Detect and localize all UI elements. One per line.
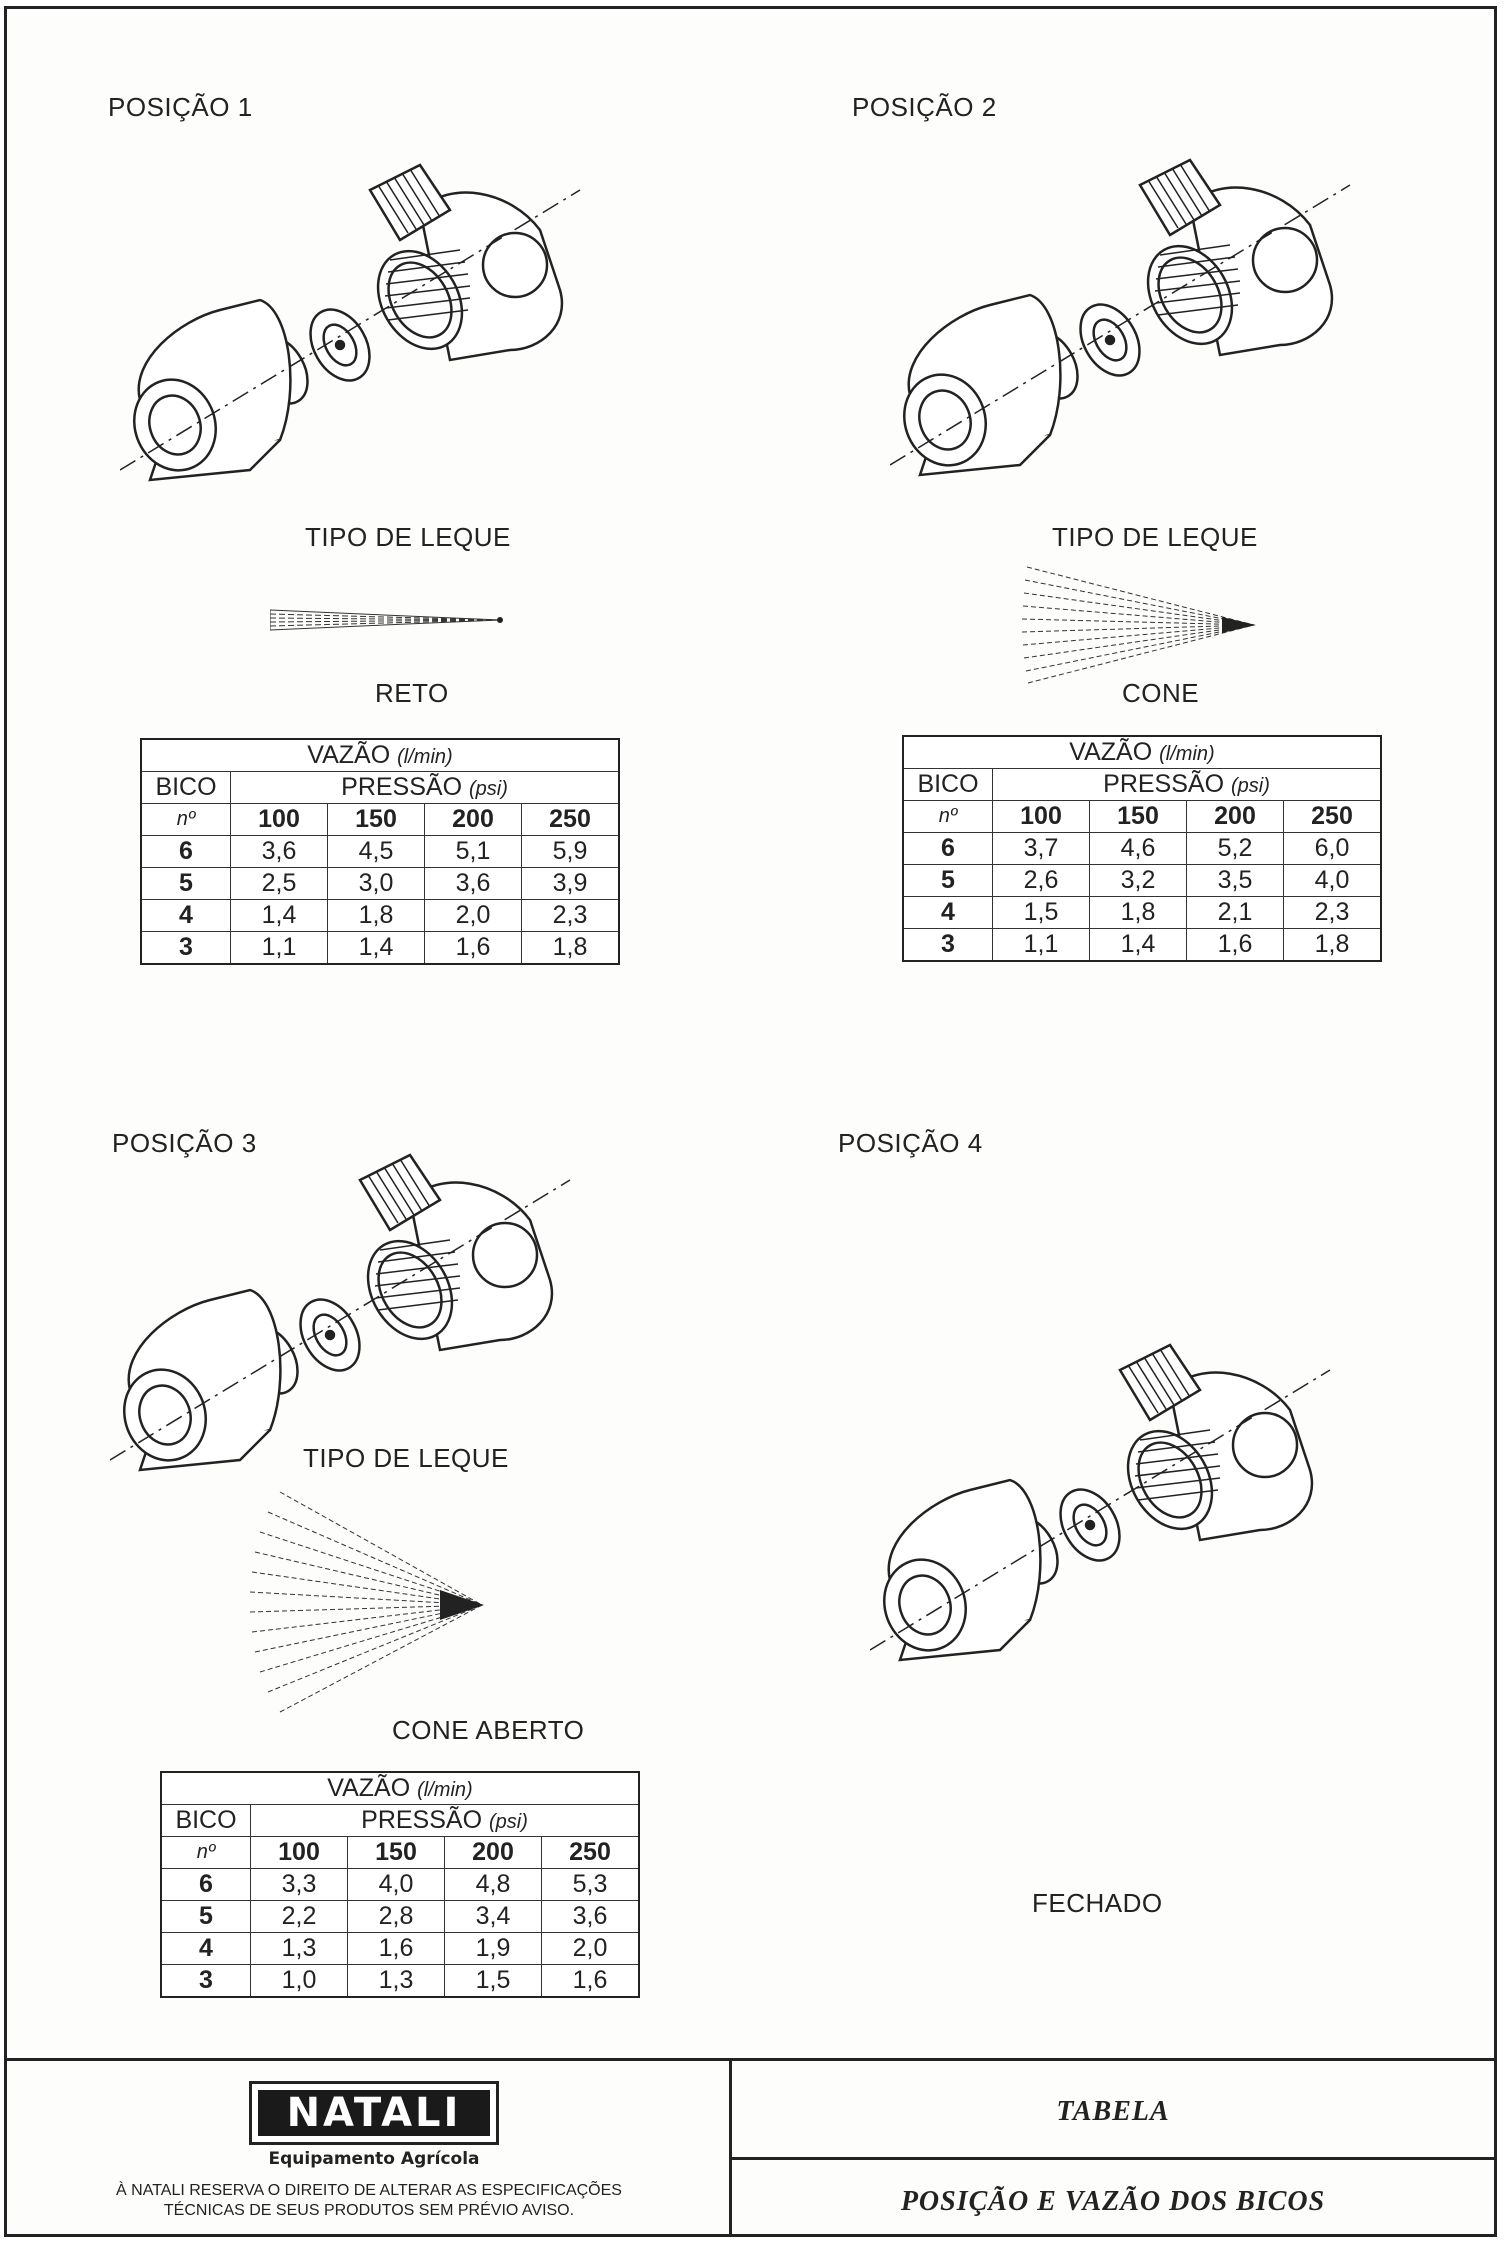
flow-value: 3,4 [445,1901,542,1933]
flow-value: 1,0 [251,1965,348,1998]
pressure-col: 100 [993,801,1090,833]
position-1-spray-label: TIPO DE LEQUE [305,522,511,552]
bico-number: 6 [141,836,231,868]
flow-value: 6,0 [1284,833,1382,865]
pressure-col: 250 [522,804,620,836]
pressure-col: 150 [348,1837,445,1869]
bico-label: BICO [903,769,993,801]
table-row [141,836,619,868]
flow-value: 2,3 [522,900,620,932]
nozzle-position-1-illustration [120,150,590,510]
flow-value: 4,6 [1090,833,1187,865]
position-2-spray-name: CONE [1122,678,1200,708]
position-2-title: POSIÇÃO 2 [852,92,997,122]
flow-value: 1,4 [231,900,328,932]
flow-table-position-2 [902,735,1382,962]
table-row [161,1933,639,1965]
flow-value: 1,5 [445,1965,542,1998]
table-header-unit: (l/min) [417,1779,473,1801]
table-header: VAZÃO [307,741,391,769]
table-row [903,833,1381,865]
pressure-col: 200 [425,804,522,836]
pressure-col: 150 [328,804,425,836]
table-row [141,900,619,932]
flow-value: 1,3 [348,1965,445,1998]
disclaimer-line-2: TÉCNICAS DE SEUS PRODUTOS SEM PRÉVIO AVISO. [163,2202,575,2219]
table-row [903,897,1381,929]
flow-value: 1,6 [542,1965,640,1998]
pressure-col: 200 [1187,801,1284,833]
position-1-spray-name: RETO [375,678,449,708]
table-row [161,1869,639,1901]
position-2-spray-label: TIPO DE LEQUE [1052,522,1258,552]
bico-number: 5 [161,1901,251,1933]
footer [4,2058,1497,2237]
flow-value: 1,4 [328,932,425,965]
flow-value: 2,3 [1284,897,1382,929]
flow-value: 5,9 [522,836,620,868]
position-3-title: POSIÇÃO 3 [112,1128,257,1158]
flow-value: 1,9 [445,1933,542,1965]
bico-number: 3 [141,932,231,965]
flow-value: 5,1 [425,836,522,868]
flow-value: 1,8 [522,932,620,965]
flow-value: 3,7 [993,833,1090,865]
pressure-unit: (psi) [468,778,508,800]
flow-value: 2,2 [251,1901,348,1933]
flow-value: 1,1 [993,929,1090,962]
pressure-col: 200 [445,1837,542,1869]
table-row [903,865,1381,897]
pressure-unit: (psi) [1230,775,1270,797]
flow-value: 1,8 [328,900,425,932]
table-row [141,932,619,965]
pressure-col: 100 [231,804,328,836]
natali-logo [249,2081,499,2145]
position-4-spray-name: FECHADO [1032,1888,1163,1918]
pressure-label: PRESSÃO [341,773,463,801]
flow-value: 2,5 [231,868,328,900]
position-1-title: POSIÇÃO 1 [108,92,253,122]
table-row [161,1901,639,1933]
bico-number: 4 [141,900,231,932]
pressure-label: PRESSÃO [1103,770,1225,798]
flow-value: 3,0 [328,868,425,900]
bico-number: 5 [141,868,231,900]
flow-value: 1,8 [1090,897,1187,929]
logo-text: NATALI [258,2090,490,2136]
open-cone-spray-icon [250,1490,490,1720]
flow-value: 3,6 [425,868,522,900]
table-header: VAZÃO [1069,738,1153,766]
flow-value: 3,6 [231,836,328,868]
flow-value: 1,5 [993,897,1090,929]
footer-divider-horizontal [732,2157,1494,2160]
nozzle-position-4-illustration [870,1330,1340,1690]
flow-value: 1,1 [231,932,328,965]
disclaimer-line-1: À NATALI RESERVA O DIREITO DE ALTERAR AS ESPECIFICAÇÕES [116,2182,622,2199]
bico-label: BICO [161,1805,251,1837]
disclaimer [24,2181,714,2221]
flow-table-position-3 [160,1771,640,1998]
flow-value: 2,6 [993,865,1090,897]
position-3-spray-name: CONE ABERTO [392,1715,585,1745]
flow-value: 2,1 [1187,897,1284,929]
flow-value: 3,2 [1090,865,1187,897]
nr-label: nº [161,1837,251,1869]
nr-label: nº [141,804,231,836]
bico-number: 3 [161,1965,251,1998]
flow-value: 2,8 [348,1901,445,1933]
flow-value: 2,0 [425,900,522,932]
position-4-title: POSIÇÃO 4 [838,1128,983,1158]
pressure-col: 100 [251,1837,348,1869]
table-row [903,929,1381,962]
table-header-unit: (l/min) [1159,743,1215,765]
pressure-col: 150 [1090,801,1187,833]
bico-number: 5 [903,865,993,897]
pressure-col: 250 [1284,801,1382,833]
position-3-spray-label: TIPO DE LEQUE [303,1443,509,1473]
flow-value: 2,0 [542,1933,640,1965]
flow-value: 4,8 [445,1869,542,1901]
flow-value: 4,5 [328,836,425,868]
flow-value: 5,3 [542,1869,640,1901]
flow-value: 1,3 [251,1933,348,1965]
pressure-col: 250 [542,1837,640,1869]
flow-value: 4,0 [1284,865,1382,897]
flow-value: 1,6 [425,932,522,965]
footer-title-tabela: TABELA [1056,2096,1170,2127]
flow-value: 3,6 [542,1901,640,1933]
flow-value: 1,4 [1090,929,1187,962]
bico-number: 6 [161,1869,251,1901]
straight-spray-icon [270,606,510,636]
table-row [161,1965,639,1998]
flow-table-position-1 [140,738,620,965]
table-row [141,868,619,900]
flow-value: 1,6 [1187,929,1284,962]
nr-label: nº [903,801,993,833]
nozzle-position-2-illustration [890,145,1360,505]
cone-spray-icon [1022,565,1262,685]
bico-number: 3 [903,929,993,962]
footer-title-main: POSIÇÃO E VAZÃO DOS BICOS [900,2186,1326,2217]
bico-number: 6 [903,833,993,865]
flow-value: 3,3 [251,1869,348,1901]
logo-subtitle: Equipamento Agrícola [268,2149,480,2169]
flow-value: 1,6 [348,1933,445,1965]
bico-label: BICO [141,772,231,804]
pressure-unit: (psi) [488,1811,528,1833]
table-header: VAZÃO [327,1774,411,1802]
pressure-label: PRESSÃO [361,1806,483,1834]
flow-value: 4,0 [348,1869,445,1901]
bico-number: 4 [161,1933,251,1965]
flow-value: 1,8 [1284,929,1382,962]
flow-value: 3,9 [522,868,620,900]
table-header-unit: (l/min) [397,746,453,768]
flow-value: 3,5 [1187,865,1284,897]
flow-value: 5,2 [1187,833,1284,865]
bico-number: 4 [903,897,993,929]
